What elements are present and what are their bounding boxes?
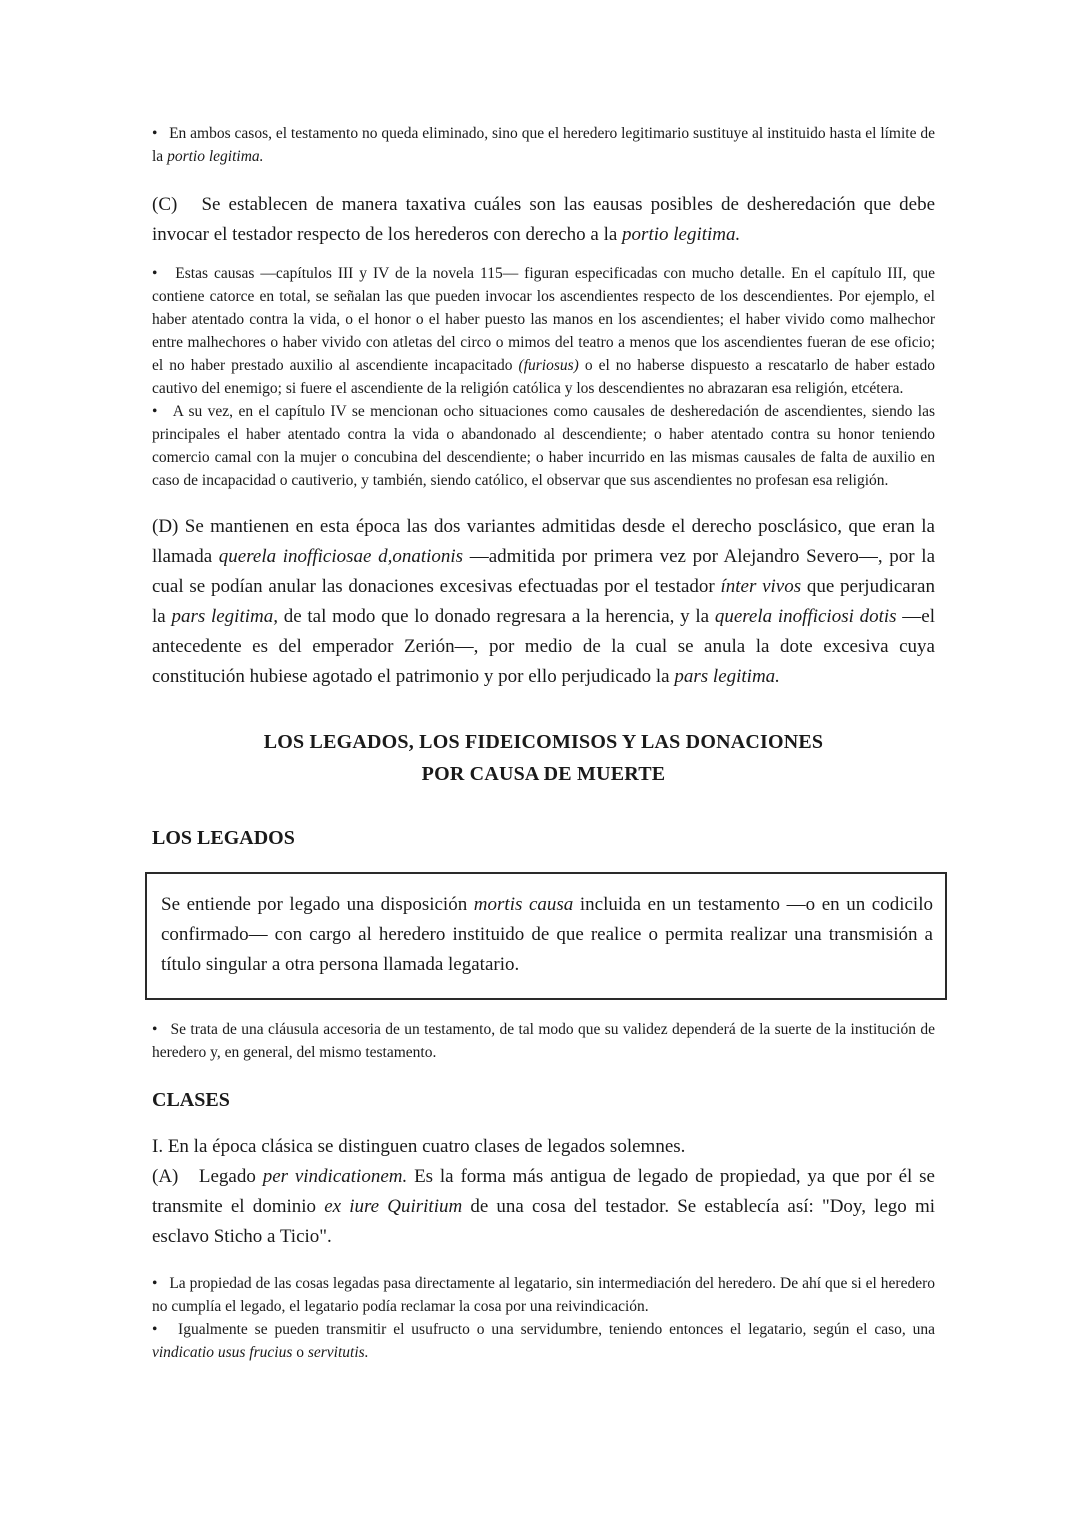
paragraph-c: (C) Se establecen de manera taxativa cuáles son las eausas posibles de desheredación que debe invocar el testador respecto de los herederos con derecho a la portio legitima.	[152, 194, 935, 245]
main-title-line1: LOS LEGADOS, LOS FIDEICOMISOS Y LAS DONACIONES	[263, 731, 824, 753]
bullet-a-su-vez: • A su vez, en el capítulo IV se mencionan ocho situaciones como causales de desheredación de ascendientes, siendo las principales el haber atentado contra la vida o abandonado al descendiente; o haber atentado contra su honor teniendo comercio camal con la mujer o concubina del descendiente; o haber incurrido en las mismas causales de falta de auxilio en caso de incapacidad o cautiverio, y también, siendo católico, el observar que sus ascendientes no profesan esa religión.	[152, 403, 935, 489]
bullet-se-trata: • Se trata de una cláusula accesoria de un testamento, de tal modo que su validez dependerá de la suerte de la institución de heredero y, en general, del mismo testamento.	[152, 1021, 935, 1061]
section-heading-clases: CLASES	[152, 1089, 230, 1111]
section-heading-los-legados: LOS LEGADOS	[152, 827, 295, 849]
paragraph-intro-clases: I. En la época clásica se distinguen cuatro clases de legados solemnes.	[152, 1136, 686, 1157]
paragraph-d: (D) Se mantienen en esta época las dos variantes admitidas desde el derecho posclásico, que eran la llamada querela inofficiosae d,onationis —admitida por primera vez por Alejandro Severo—, por la cual se podían anular las donaciones excesivas efectuadas por el testador ínter vivos que perjudicaran la pars legitima, de tal modo que lo donado regresara a la herencia, y la querela inofficiosi dotis —el antecedente es del emperador Zerión—, por medio de la cual se anula la dote excesiva cuya constitución hubiese agotado el patrimonio y por ello perjudicado la pars legitima.	[152, 516, 936, 687]
definition-box-text: Se entiende por legado una disposición mortis causa incluida en un testamento —o en un codicilo confirmado— con cargo al heredero instituido de que realice o permita realizar una transmisión a título singular a otra persona llamada legatario.	[161, 894, 933, 975]
paragraph-a: (A) Legado per vindicationem. Es la forma más antigua de legado de propiedad, ya que por él se transmite el dominio ex iure Quiritium de una cosa del testador. Se establecía así: "Doy, lego mi esclavo Sticho a Ticio".	[152, 1166, 935, 1247]
bullet-en-ambos-casos: • En ambos casos, el testamento no queda eliminado, sino que el heredero legitimario sustituye al instituido hasta el límite de la portio legitima.	[152, 125, 935, 165]
bullet-estas-causas: • Estas causas —capítulos III y IV de la novela 115— figuran especificadas con mucho detalle. En el capítulo III, que contiene catorce en total, se señalan las que pueden invocar los ascendientes respecto de los descendientes. Por ejemplo, el haber atentado contra la vida, o el honor o el haber puesto las manos en los ascendientes; el haber vivido como malhechor entre malhechores o haber vivido con atletas del circo o mimos del teatro a menos que los ascendientes fueran de ese oficio; el no haber prestado auxilio al ascendiente incapacitado (furiosus) o el no haberse dispuesto a rescatarlo de haber estado cautivo del enemigo; si fuere el ascendiente de la religión católica y los descendientes no abrazaran esa religión, etcétera.	[152, 265, 935, 397]
bullet-igualmente: • Igualmente se pueden transmitir el usufructo o una servidumbre, teniendo entonces el legatario, según el caso, una vindicatio usus frucius o servitutis.	[152, 1321, 935, 1361]
main-title-line2: POR CAUSA DE MUERTE	[421, 763, 666, 785]
bullet-la-propiedad: • La propiedad de las cosas legadas pasa directamente al legatario, sin intermediación del heredero. De ahí que si el heredero no cumplía el legado, el legatario podía reclamar la cosa por una reivindicación.	[152, 1275, 935, 1315]
definition-box	[145, 872, 947, 1000]
main-title	[152, 726, 935, 790]
